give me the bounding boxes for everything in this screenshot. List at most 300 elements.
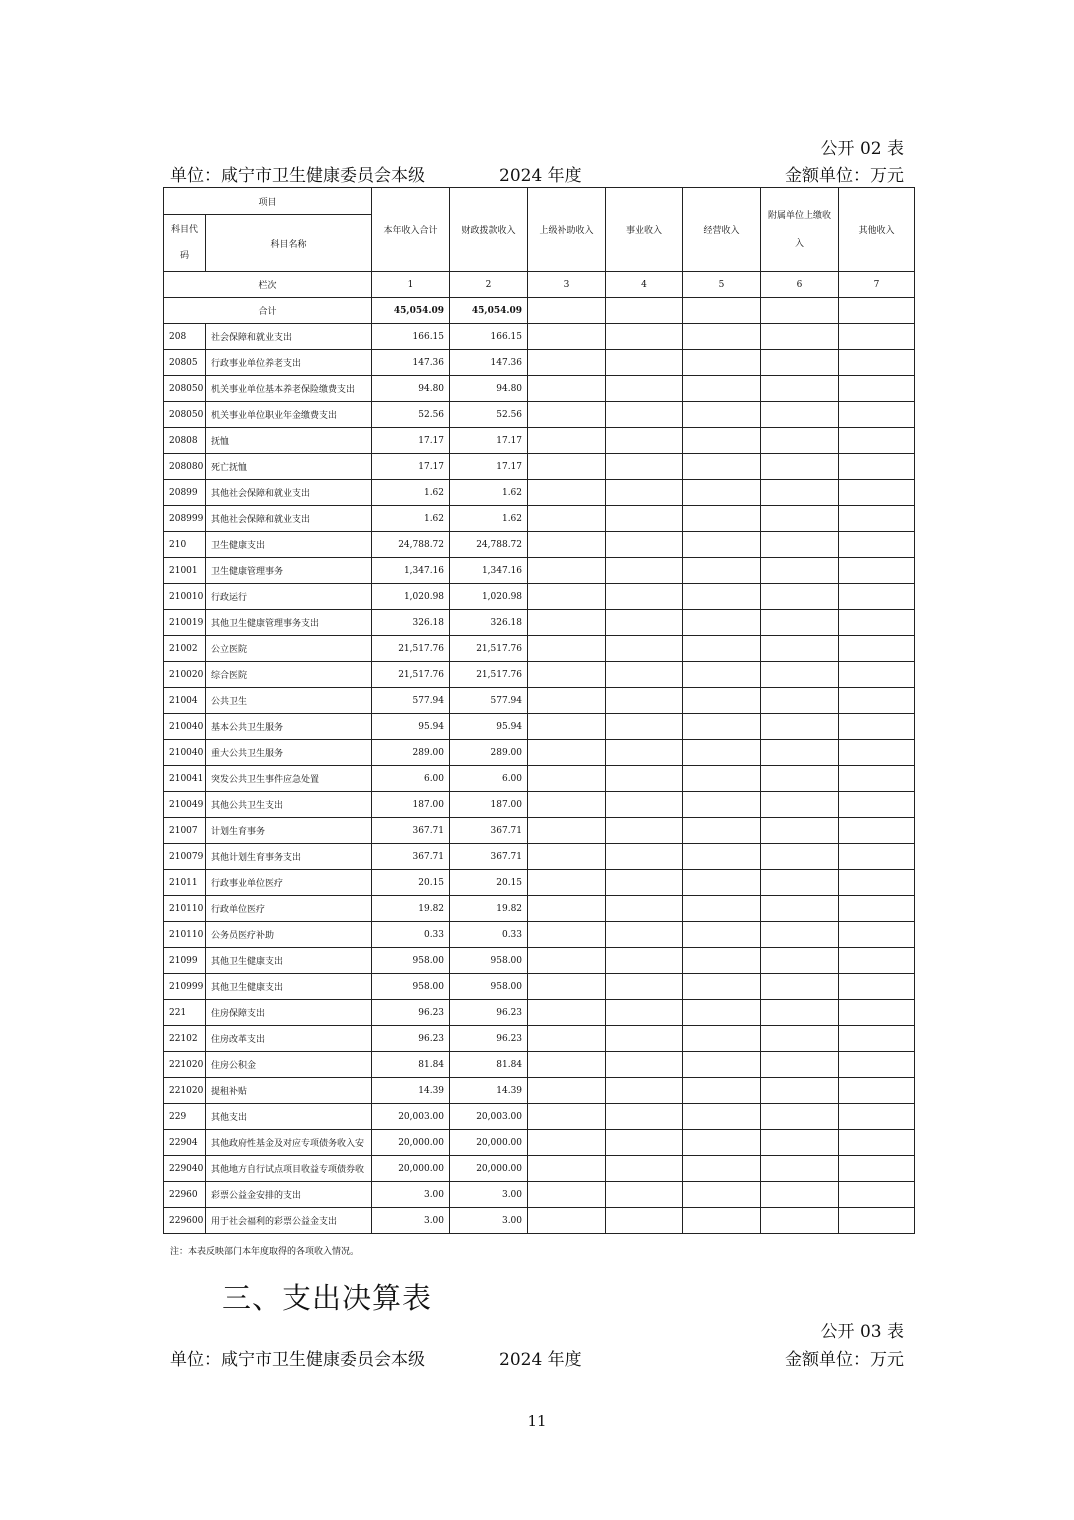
empty-cell	[528, 740, 606, 766]
table-row	[164, 844, 915, 870]
empty-cell	[606, 1000, 683, 1026]
table-row	[164, 948, 915, 974]
row-name: 其他地方自行试点项目收益专项债券收	[206, 1156, 372, 1182]
empty-cell	[606, 428, 683, 454]
empty-cell	[761, 428, 839, 454]
empty-cell	[606, 350, 683, 376]
empty-cell	[683, 636, 761, 662]
row-fiscal: 17.17	[450, 428, 528, 454]
row-fiscal: 147.36	[450, 350, 528, 376]
header-col-2: 财政拨款收入	[450, 188, 528, 272]
table-row	[164, 740, 915, 766]
empty-cell	[683, 558, 761, 584]
row-name: 提租补贴	[206, 1078, 372, 1104]
row-name: 用于社会福利的彩票公益金支出	[206, 1208, 372, 1234]
empty-cell	[839, 896, 915, 922]
empty-cell	[761, 454, 839, 480]
empty-cell	[839, 636, 915, 662]
income-table	[163, 187, 915, 1234]
table-row	[164, 662, 915, 688]
table-row	[164, 714, 915, 740]
empty-cell	[839, 454, 915, 480]
empty-cell	[606, 376, 683, 402]
row-name: 住房保障支出	[206, 1000, 372, 1026]
empty-cell	[528, 1130, 606, 1156]
empty-cell	[761, 1182, 839, 1208]
total-fiscal: 45,054.09	[450, 298, 528, 324]
page-number: 11	[527, 1412, 547, 1430]
row-code: 21007	[164, 818, 206, 844]
row-fiscal: 17.17	[450, 454, 528, 480]
row-total: 187.00	[372, 792, 450, 818]
row-fiscal: 326.18	[450, 610, 528, 636]
empty-cell	[683, 922, 761, 948]
row-name: 死亡抚恤	[206, 454, 372, 480]
row-total: 147.36	[372, 350, 450, 376]
empty-cell	[839, 324, 915, 350]
table-row	[164, 402, 915, 428]
row-total: 24,788.72	[372, 532, 450, 558]
row-name: 综合医院	[206, 662, 372, 688]
empty-cell	[683, 948, 761, 974]
header-col-5: 经营收入	[683, 188, 761, 272]
empty-cell	[606, 1104, 683, 1130]
empty-cell	[528, 1052, 606, 1078]
row-code: 229040	[164, 1156, 206, 1182]
empty-cell	[839, 584, 915, 610]
row-code: 208050	[164, 376, 206, 402]
row-code: 21004	[164, 688, 206, 714]
row-code: 210999	[164, 974, 206, 1000]
empty-cell	[683, 1078, 761, 1104]
empty-cell	[606, 766, 683, 792]
empty-cell	[683, 766, 761, 792]
row-code: 208080	[164, 454, 206, 480]
unit-label: 单位：咸宁市卫生健康委员会本级	[170, 166, 425, 186]
empty-cell	[606, 558, 683, 584]
empty-cell	[761, 740, 839, 766]
table-row	[164, 688, 915, 714]
empty-cell	[606, 454, 683, 480]
empty-cell	[839, 688, 915, 714]
row-code: 208999	[164, 506, 206, 532]
table-row	[164, 1208, 915, 1234]
col-number: 2	[450, 272, 528, 298]
table-row	[164, 870, 915, 896]
row-total: 96.23	[372, 1000, 450, 1026]
empty-cell	[528, 324, 606, 350]
empty-cell	[761, 844, 839, 870]
empty-cell	[683, 870, 761, 896]
table-row	[164, 896, 915, 922]
table-row	[164, 1052, 915, 1078]
table-row	[164, 792, 915, 818]
empty-cell	[528, 922, 606, 948]
row-code: 210110	[164, 922, 206, 948]
empty-cell	[839, 428, 915, 454]
empty-cell	[683, 506, 761, 532]
empty-cell	[528, 376, 606, 402]
row-code: 210079	[164, 844, 206, 870]
empty-cell	[839, 662, 915, 688]
empty-cell	[606, 948, 683, 974]
table-row	[164, 558, 915, 584]
empty-cell	[606, 1130, 683, 1156]
row-code: 210040	[164, 714, 206, 740]
row-total: 166.15	[372, 324, 450, 350]
row-total: 0.33	[372, 922, 450, 948]
row-fiscal: 166.15	[450, 324, 528, 350]
row-name: 其他政府性基金及对应专项债务收入安	[206, 1130, 372, 1156]
row-code: 22102	[164, 1026, 206, 1052]
empty-cell	[528, 636, 606, 662]
table-row	[164, 454, 915, 480]
empty-cell	[761, 766, 839, 792]
empty-cell	[839, 1078, 915, 1104]
row-total: 20.15	[372, 870, 450, 896]
header-name: 科目名称	[206, 215, 372, 272]
empty-cell	[839, 974, 915, 1000]
row-fiscal: 14.39	[450, 1078, 528, 1104]
empty-cell	[606, 662, 683, 688]
row-total: 20,000.00	[372, 1156, 450, 1182]
empty-cell	[761, 1156, 839, 1182]
unit-label-2: 单位：咸宁市卫生健康委员会本级	[170, 1350, 425, 1370]
empty-cell	[761, 324, 839, 350]
row-fiscal: 96.23	[450, 1026, 528, 1052]
empty-cell	[839, 558, 915, 584]
empty-cell	[839, 1026, 915, 1052]
empty-cell	[528, 818, 606, 844]
row-code: 210110	[164, 896, 206, 922]
empty-cell	[839, 1156, 915, 1182]
col-number: 6	[761, 272, 839, 298]
empty-cell	[683, 610, 761, 636]
empty-cell	[528, 870, 606, 896]
header-code: 科目代码	[164, 215, 206, 272]
row-code: 208	[164, 324, 206, 350]
row-total: 3.00	[372, 1208, 450, 1234]
empty-cell	[839, 792, 915, 818]
row-total: 326.18	[372, 610, 450, 636]
empty-cell	[839, 1208, 915, 1234]
empty-cell	[839, 376, 915, 402]
row-name: 住房公积金	[206, 1052, 372, 1078]
empty-cell	[683, 1104, 761, 1130]
row-total: 52.56	[372, 402, 450, 428]
row-name: 行政事业单位医疗	[206, 870, 372, 896]
empty-cell	[606, 740, 683, 766]
table-row	[164, 922, 915, 948]
row-name: 卫生健康支出	[206, 532, 372, 558]
empty-cell	[683, 350, 761, 376]
empty-cell	[683, 1182, 761, 1208]
empty-cell	[839, 844, 915, 870]
row-fiscal: 3.00	[450, 1208, 528, 1234]
row-name: 公立医院	[206, 636, 372, 662]
empty-cell	[839, 1000, 915, 1026]
empty-cell	[683, 714, 761, 740]
empty-cell	[683, 896, 761, 922]
table-row	[164, 1104, 915, 1130]
empty-cell	[528, 792, 606, 818]
table-row	[164, 1026, 915, 1052]
empty-cell	[606, 922, 683, 948]
table-row	[164, 376, 915, 402]
row-name: 其他卫生健康支出	[206, 948, 372, 974]
empty-cell	[606, 1182, 683, 1208]
row-fiscal: 94.80	[450, 376, 528, 402]
amount-unit-label: 金额单位：万元	[785, 166, 904, 186]
empty-cell	[606, 610, 683, 636]
empty-cell	[683, 402, 761, 428]
empty-cell	[683, 1000, 761, 1026]
empty-cell	[683, 428, 761, 454]
empty-cell	[606, 714, 683, 740]
row-name: 其他支出	[206, 1104, 372, 1130]
empty-cell	[528, 350, 606, 376]
empty-cell	[528, 610, 606, 636]
empty-cell	[683, 1156, 761, 1182]
row-fiscal: 21,517.76	[450, 662, 528, 688]
row-fiscal: 20,000.00	[450, 1156, 528, 1182]
row-name: 基本公共卫生服务	[206, 714, 372, 740]
empty-cell	[528, 454, 606, 480]
row-total: 81.84	[372, 1052, 450, 1078]
empty-cell	[761, 636, 839, 662]
table-row	[164, 324, 915, 350]
empty-cell	[606, 402, 683, 428]
empty-cell	[528, 948, 606, 974]
col-number: 5	[683, 272, 761, 298]
empty-cell	[761, 584, 839, 610]
empty-cell	[683, 532, 761, 558]
year-label: 2024 年度	[499, 166, 582, 186]
empty-cell	[528, 428, 606, 454]
year-label-2: 2024 年度	[499, 1350, 582, 1370]
empty-cell	[839, 1052, 915, 1078]
empty-cell	[683, 1052, 761, 1078]
empty-cell	[761, 506, 839, 532]
table-row	[164, 1182, 915, 1208]
row-total: 3.00	[372, 1182, 450, 1208]
empty-cell	[528, 1208, 606, 1234]
empty-cell	[683, 740, 761, 766]
row-code: 221020	[164, 1052, 206, 1078]
row-total: 21,517.76	[372, 636, 450, 662]
empty-cell	[528, 558, 606, 584]
row-name: 其他公共卫生支出	[206, 792, 372, 818]
empty-cell	[839, 1104, 915, 1130]
empty-cell	[761, 1000, 839, 1026]
empty-cell	[528, 402, 606, 428]
empty-cell	[683, 818, 761, 844]
col-number-row	[164, 272, 915, 298]
row-fiscal: 20,000.00	[450, 1130, 528, 1156]
empty-cell	[606, 896, 683, 922]
empty-cell	[606, 324, 683, 350]
row-total: 20,000.00	[372, 1130, 450, 1156]
empty-cell	[683, 1208, 761, 1234]
empty-cell	[683, 844, 761, 870]
form-code: 公开 02 表	[820, 139, 904, 159]
table-row	[164, 636, 915, 662]
empty-cell	[528, 480, 606, 506]
row-name: 机关事业单位职业年金缴费支出	[206, 402, 372, 428]
row-name: 行政事业单位养老支出	[206, 350, 372, 376]
col-number: 3	[528, 272, 606, 298]
row-fiscal: 20,003.00	[450, 1104, 528, 1130]
empty-cell	[606, 480, 683, 506]
empty-cell	[606, 792, 683, 818]
empty-cell	[761, 376, 839, 402]
empty-cell	[761, 1026, 839, 1052]
empty-cell	[683, 454, 761, 480]
empty-cell	[839, 870, 915, 896]
row-label: 栏次	[164, 272, 372, 298]
row-total: 6.00	[372, 766, 450, 792]
empty-cell	[528, 1104, 606, 1130]
row-fiscal: 1.62	[450, 480, 528, 506]
empty-cell	[683, 324, 761, 350]
empty-cell	[761, 1078, 839, 1104]
empty-cell	[683, 584, 761, 610]
table-row	[164, 506, 915, 532]
row-code: 210020	[164, 662, 206, 688]
row-total: 94.80	[372, 376, 450, 402]
row-fiscal: 19.82	[450, 896, 528, 922]
row-fiscal: 1,347.16	[450, 558, 528, 584]
empty-cell	[839, 480, 915, 506]
empty-cell	[606, 844, 683, 870]
row-code: 229600	[164, 1208, 206, 1234]
empty-cell	[606, 636, 683, 662]
row-total: 367.71	[372, 818, 450, 844]
row-name: 机关事业单位基本养老保险缴费支出	[206, 376, 372, 402]
row-name: 其他计划生育事务支出	[206, 844, 372, 870]
empty-cell	[761, 974, 839, 1000]
row-code: 210041	[164, 766, 206, 792]
row-code: 221	[164, 1000, 206, 1026]
empty-cell	[528, 714, 606, 740]
row-total: 20,003.00	[372, 1104, 450, 1130]
row-code: 21011	[164, 870, 206, 896]
row-fiscal: 21,517.76	[450, 636, 528, 662]
row-fiscal: 96.23	[450, 1000, 528, 1026]
row-fiscal: 187.00	[450, 792, 528, 818]
empty-cell	[606, 1026, 683, 1052]
empty-cell	[528, 974, 606, 1000]
header-col-1: 本年收入合计	[372, 188, 450, 272]
col-number: 4	[606, 272, 683, 298]
row-fiscal: 24,788.72	[450, 532, 528, 558]
row-fiscal: 577.94	[450, 688, 528, 714]
empty-cell	[606, 1052, 683, 1078]
header-col-7: 其他收入	[839, 188, 915, 272]
empty-cell	[528, 766, 606, 792]
empty-cell	[839, 610, 915, 636]
table-note: 注：本表反映部门本年度取得的各项收入情况。	[170, 1247, 360, 1257]
row-total: 1.62	[372, 506, 450, 532]
empty-cell	[761, 532, 839, 558]
empty-cell	[606, 1156, 683, 1182]
total-amount: 45,054.09	[372, 298, 450, 324]
row-code: 21002	[164, 636, 206, 662]
row-name: 社会保障和就业支出	[206, 324, 372, 350]
row-fiscal: 20.15	[450, 870, 528, 896]
empty-cell	[761, 896, 839, 922]
row-name: 其他卫生健康支出	[206, 974, 372, 1000]
row-name: 其他社会保障和就业支出	[206, 506, 372, 532]
header-col-3: 上级补助收入	[528, 188, 606, 272]
empty-cell	[528, 1182, 606, 1208]
empty-cell	[683, 480, 761, 506]
row-fiscal: 0.33	[450, 922, 528, 948]
empty-cell	[761, 948, 839, 974]
row-total: 289.00	[372, 740, 450, 766]
table-row	[164, 480, 915, 506]
row-name: 卫生健康管理事务	[206, 558, 372, 584]
row-total: 958.00	[372, 974, 450, 1000]
row-code: 20805	[164, 350, 206, 376]
empty-cell	[683, 1130, 761, 1156]
table-row	[164, 974, 915, 1000]
empty-cell	[761, 1208, 839, 1234]
row-name: 行政单位医疗	[206, 896, 372, 922]
row-code: 210049	[164, 792, 206, 818]
table-row	[164, 1000, 915, 1026]
table-row	[164, 1130, 915, 1156]
row-code: 21099	[164, 948, 206, 974]
header-project: 项目	[164, 188, 372, 215]
row-fiscal: 52.56	[450, 402, 528, 428]
row-code: 22904	[164, 1130, 206, 1156]
empty-cell	[683, 792, 761, 818]
empty-cell	[761, 558, 839, 584]
empty-cell	[761, 610, 839, 636]
empty-cell	[528, 506, 606, 532]
table-row	[164, 610, 915, 636]
header-row-1	[164, 188, 915, 215]
row-name: 公务员医疗补助	[206, 922, 372, 948]
row-fiscal: 6.00	[450, 766, 528, 792]
empty-cell	[761, 402, 839, 428]
empty-cell	[761, 662, 839, 688]
row-total: 95.94	[372, 714, 450, 740]
row-code: 221020	[164, 1078, 206, 1104]
row-fiscal: 289.00	[450, 740, 528, 766]
row-fiscal: 367.71	[450, 844, 528, 870]
empty-cell	[761, 480, 839, 506]
table-row	[164, 428, 915, 454]
table-row	[164, 350, 915, 376]
empty-cell	[606, 1208, 683, 1234]
row-name: 重大公共卫生服务	[206, 740, 372, 766]
empty-cell	[761, 1104, 839, 1130]
empty-cell	[606, 506, 683, 532]
table-row	[164, 818, 915, 844]
empty-cell	[839, 402, 915, 428]
row-name: 计划生育事务	[206, 818, 372, 844]
empty-cell	[761, 688, 839, 714]
table-row	[164, 532, 915, 558]
row-code: 20808	[164, 428, 206, 454]
section-title: 三、支出决算表	[222, 1281, 433, 1315]
empty-cell	[839, 506, 915, 532]
empty-cell	[839, 1130, 915, 1156]
row-total: 19.82	[372, 896, 450, 922]
row-fiscal: 1.62	[450, 506, 528, 532]
